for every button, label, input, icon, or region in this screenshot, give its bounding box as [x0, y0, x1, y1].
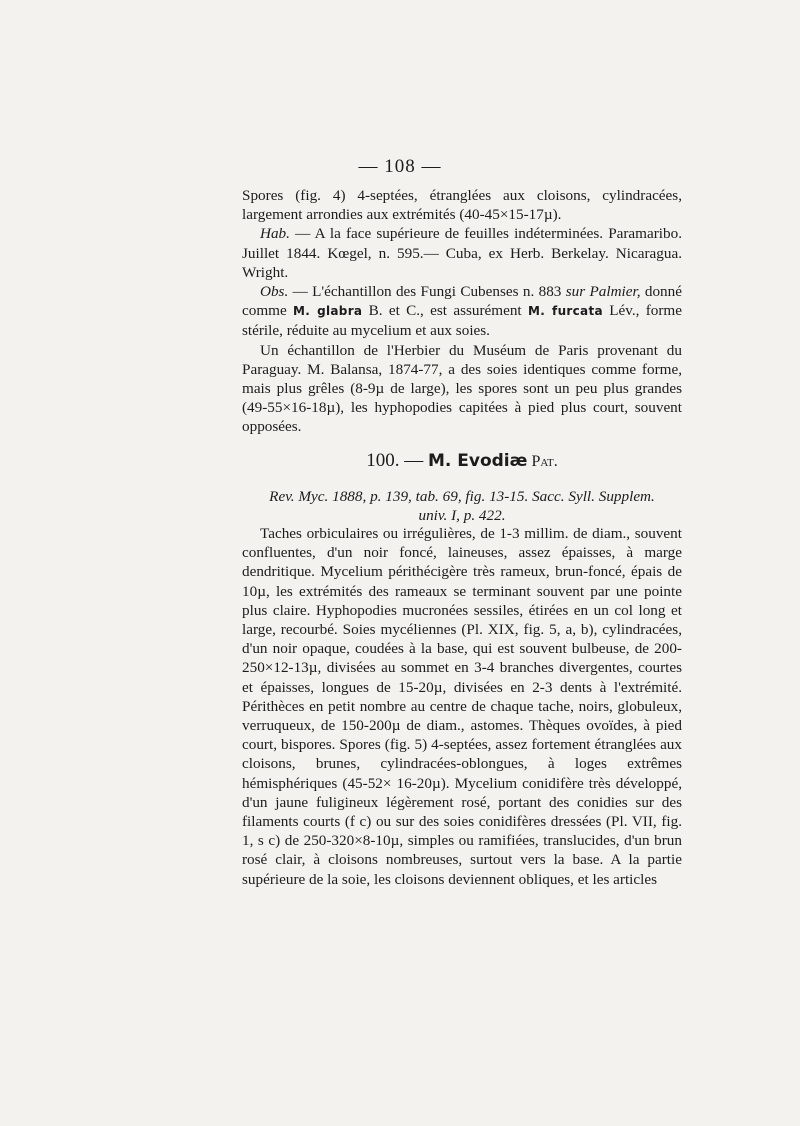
bibliographic-reference — [242, 487, 682, 525]
paraguay-paragraph: Un échantillon de l'Herbier du Muséum de Paris provenant du Paraguay. M. Balansa, 1874-77, a des soies identiques comme forme, mais plus grêles (8-9µ de large), les spores sont un peu plus grandes (49-55×16-18µ), les hyphopodies capitées à pied plus court, souvent opposées. — [242, 341, 682, 436]
reference-line-2: univ. I, p. 422. — [418, 507, 506, 525]
heading-author: Pat. — [527, 453, 558, 470]
hab-label: Hab. — [260, 225, 290, 243]
observation-paragraph — [242, 282, 682, 341]
species-name-furcata: M. furcata — [527, 304, 603, 319]
obs-text-4: Lév., forme stérile, réduite au mycelium et aux soies. — [242, 302, 682, 340]
habitat-paragraph — [242, 224, 682, 282]
page-number: — 108 — — [358, 156, 442, 177]
bottom-text-block — [242, 524, 682, 889]
heading-species-name: M. Evodiæ — [427, 451, 528, 471]
obs-italic: sur Palmier, — [565, 283, 641, 301]
description-paragraph: Taches orbiculaires ou irrégulières, de 1-3 millim. de diam., souvent confluentes, d'un noir foncé, laineuses, assez épaisses, à marge dendritique. Mycelium périthécigère très rameux, brun-foncé, épais de 10µ, les extrémités des rameaux se terminant souvent par une pointe plus claire. Hyphopodies mucronées sessiles, étirées en un col long et large, recourbé. Soies mycéliennes (Pl. XIX, fig. 5, a, b), cylindracées, d'un noir opaque, coudées à la base, qui est souvent bulbeuse, de 200-250×12-13µ, divisées au sommet en 3-4 branches divergentes, courtes et épaisses, longues de 15-20µ, divisées en 2-3 dents à l'extrémité. Périthèces en petit nombre au centre de chaque tache, noirs, globuleux, verruqueux, de 150-200µ de diam., astomes. Thèques ovoïdes, à pied court, bispores. Spores (fig. 5) 4-septées, assez fortement étranglées aux cloisons, brunes, cylindracées-oblongues, à loges extrêmes hémisphériques (45-52× 16-20µ). Mycelium conidifère très développé, d'un jaune fuligineux légèrement rosé, portant des conidies sur des filaments courts (f c) ou sur des soies conidifères dressées (Pl. VII, fig. 1, s c) de 250-320×8-10µ, simples ou ramifiées, translucides, d'un brun rosé clair, à cloisons nombreuses, surtout vers la base. A la partie supérieure de la soie, les cloisons deviennent obliques, et les articles — [242, 525, 682, 888]
obs-text-1: — L'échantillon des Fungi Cubenses n. 883 — [288, 283, 566, 301]
heading-number: 100. — — [366, 450, 428, 471]
spores-paragraph: Spores (fig. 4) 4-septées, étranglées aux cloisons, cylindracées, largement arrondies aux extrémités (40-45×15-17µ). — [242, 187, 682, 224]
obs-label: Obs. — [260, 283, 289, 301]
top-text-block — [242, 186, 682, 437]
hab-text: — A la face supérieure de feuilles indéterminées. Paramaribo. Juillet 1844. Kœgel, n. 595.— Cuba, ex Herb. Berkelay. Nicaragua. Wright. — [242, 225, 682, 281]
reference-line-1: Rev. Myc. 1888, p. 139, tab. 69, fig. 13-15. Sacc. Syll. Supplem. — [269, 488, 655, 505]
obs-text-3: B. et C., est assurément — [362, 302, 528, 320]
species-heading — [0, 450, 800, 472]
species-name-glabra: M. glabra — [293, 304, 363, 319]
obs-text-2: donné comme — [242, 283, 682, 320]
